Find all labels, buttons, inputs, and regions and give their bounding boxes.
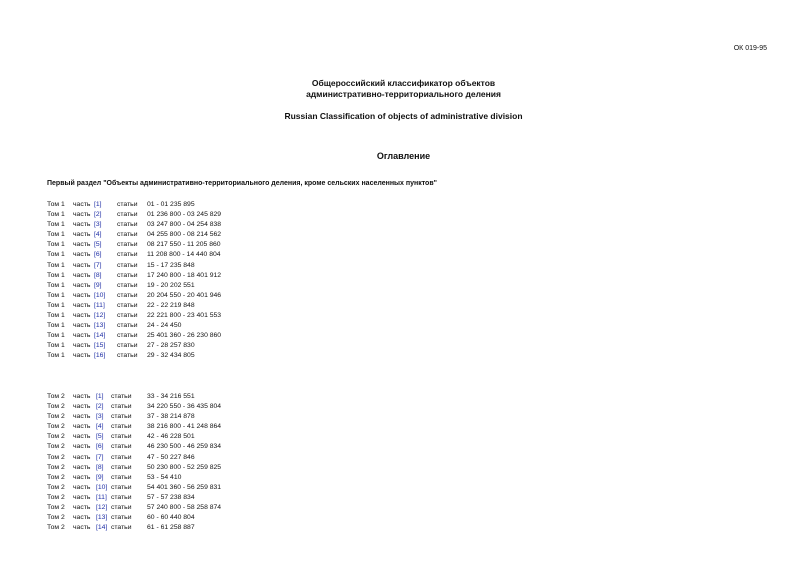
article-range: 20 204 550 - 20 401 946 (147, 291, 222, 299)
article-range: 53 - 54 410 (147, 473, 182, 481)
tom-label: Том 2 (47, 463, 65, 471)
part-label: часть (73, 514, 91, 522)
tom-label: Том 2 (47, 483, 65, 491)
article-range: 27 - 28 257 830 (147, 342, 195, 350)
articles-label: статьи (111, 423, 132, 431)
articles-label: статьи (111, 473, 132, 481)
part-link[interactable]: [8] (96, 463, 104, 471)
part-link[interactable]: [3] (94, 221, 102, 229)
articles-label: статьи (111, 483, 132, 491)
article-range: 03 247 800 - 04 254 838 (147, 221, 222, 229)
part-link[interactable]: [1] (94, 201, 102, 208)
article-range: 57 - 57 238 834 (147, 493, 195, 501)
part-link[interactable]: [2] (96, 403, 104, 411)
part-label: часть (73, 261, 91, 269)
tom-label: Том 1 (47, 342, 65, 350)
article-range: 57 240 800 - 58 258 874 (147, 504, 222, 512)
tom-label: Том 2 (47, 524, 65, 532)
tom-label: Том 2 (47, 423, 65, 431)
articles-label: статьи (117, 201, 138, 208)
part-link[interactable]: [10] (94, 291, 106, 299)
articles-label: статьи (111, 493, 132, 501)
document-code: ОК 019-95 (733, 45, 767, 52)
part-label: часть (73, 352, 91, 360)
tom-label: Том 2 (47, 473, 65, 481)
articles-label: статьи (117, 231, 138, 239)
articles-label: статьи (117, 301, 138, 309)
part-label: часть (73, 221, 91, 229)
part-label: часть (73, 211, 91, 219)
part-label: часть (73, 463, 91, 471)
articles-label: статьи (111, 514, 132, 522)
articles-label: статьи (111, 403, 132, 411)
article-range: 60 - 60 440 804 (147, 514, 195, 522)
tom-label: Том 2 (47, 514, 65, 522)
article-range: 33 - 34 216 551 (147, 393, 195, 400)
articles-label: статьи (111, 413, 132, 421)
article-range: 34 220 550 - 36 435 804 (147, 403, 222, 411)
part-link[interactable]: [14] (94, 332, 106, 340)
part-link[interactable]: [13] (96, 514, 108, 522)
article-range: 19 - 20 202 551 (147, 281, 195, 289)
part-label: часть (73, 483, 91, 491)
part-link[interactable]: [8] (94, 271, 102, 279)
articles-label: статьи (117, 332, 138, 340)
part-link[interactable]: [9] (94, 281, 102, 289)
articles-label: статьи (111, 463, 132, 471)
tom-label: Том 1 (47, 271, 65, 279)
section-title: Первый раздел "Объекты административно-территориального деления, кроме сельских населенных пунктов" (47, 180, 437, 187)
tom-label: Том 1 (47, 301, 65, 309)
tom-label: Том 1 (47, 281, 65, 289)
article-range: 17 240 800 - 18 401 912 (147, 271, 222, 279)
article-range: 25 401 360 - 26 230 860 (147, 332, 222, 340)
article-range: 22 - 22 219 848 (147, 301, 195, 309)
tom-label: Том 1 (47, 201, 65, 208)
part-label: часть (73, 291, 91, 299)
tom-label: Том 2 (47, 453, 65, 461)
articles-label: статьи (117, 251, 138, 259)
article-range: 54 401 360 - 56 259 831 (147, 483, 222, 491)
part-link[interactable]: [5] (94, 241, 102, 249)
article-range: 38 216 800 - 41 248 864 (147, 423, 222, 431)
article-range: 47 - 50 227 846 (147, 453, 195, 461)
articles-label: статьи (117, 291, 138, 299)
articles-label: статьи (111, 453, 132, 461)
tom-label: Том 1 (47, 261, 65, 269)
tom-label: Том 1 (47, 291, 65, 299)
part-link[interactable]: [4] (96, 423, 104, 431)
tom-label: Том 2 (47, 413, 65, 421)
part-link[interactable]: [1] (96, 393, 104, 400)
part-link[interactable]: [13] (94, 322, 106, 330)
part-label: часть (73, 251, 91, 259)
tom-label: Том 2 (47, 403, 65, 411)
articles-label: статьи (111, 433, 132, 441)
part-label: часть (73, 322, 91, 330)
part-link[interactable]: [6] (96, 443, 104, 451)
tom-label: Том 1 (47, 322, 65, 330)
articles-label: статьи (117, 322, 138, 330)
article-range: 01 236 800 - 03 245 829 (147, 211, 222, 219)
article-range: 11 208 800 - 14 440 804 (147, 251, 221, 259)
part-label: часть (73, 473, 91, 481)
part-label: часть (73, 281, 91, 289)
articles-label: статьи (117, 241, 138, 249)
articles-label: статьи (117, 211, 138, 219)
part-label: часть (73, 312, 91, 320)
tom-label: Том 2 (47, 504, 65, 512)
part-label: часть (73, 443, 91, 451)
article-range: 15 - 17 235 848 (147, 261, 195, 269)
article-range: 46 230 500 - 46 259 834 (147, 443, 222, 451)
title-ru-line1: Общероссийский классификатор объектов (311, 78, 496, 88)
tom-label: Том 2 (47, 443, 65, 451)
part-label: часть (73, 504, 91, 512)
tom-label: Том 1 (47, 241, 65, 249)
part-link[interactable]: [14] (96, 524, 108, 532)
article-range: 42 - 46 228 501 (147, 433, 195, 441)
part-link[interactable]: [11] (94, 301, 105, 309)
tom-label: Том 1 (47, 251, 65, 259)
part-label: часть (73, 524, 91, 532)
tom-label: Том 2 (47, 433, 65, 441)
articles-label: статьи (117, 352, 138, 360)
part-link[interactable]: [9] (96, 473, 104, 481)
articles-label: статьи (111, 504, 132, 512)
part-label: часть (73, 301, 91, 309)
part-label: часть (73, 403, 91, 411)
part-label: часть (73, 332, 91, 340)
part-label: часть (73, 423, 91, 431)
article-range: 22 221 800 - 23 401 553 (147, 312, 222, 320)
part-link[interactable]: [12] (96, 504, 108, 512)
part-label: часть (73, 453, 91, 461)
part-link[interactable]: [4] (94, 231, 102, 239)
articles-label: статьи (117, 342, 138, 350)
article-range: 50 230 800 - 52 259 825 (147, 463, 222, 471)
part-label: часть (73, 393, 91, 400)
article-range: 37 - 38 214 878 (147, 413, 195, 421)
title-en: Russian Classification of objects of administrative division (284, 111, 523, 121)
tom-label: Том 2 (47, 493, 65, 501)
part-link[interactable]: [11] (96, 493, 107, 501)
part-label: часть (73, 413, 91, 421)
articles-label: статьи (111, 393, 132, 400)
articles-label: статьи (111, 524, 132, 532)
articles-label: статьи (117, 261, 138, 269)
tom-label: Том 1 (47, 221, 65, 229)
part-link[interactable]: [10] (96, 483, 108, 491)
title-ru-line2: административно-территориального деления (306, 89, 501, 99)
part-label: часть (73, 271, 91, 279)
article-range: 29 - 32 434 805 (147, 352, 195, 360)
toc-heading: Оглавление (376, 151, 431, 161)
articles-label: статьи (117, 312, 138, 320)
articles-label: статьи (117, 221, 138, 229)
part-label: часть (73, 231, 91, 239)
part-link[interactable]: [2] (94, 211, 102, 219)
part-label: часть (73, 241, 91, 249)
part-link[interactable]: [15] (94, 342, 106, 350)
article-range: 24 - 24 450 (147, 322, 182, 330)
part-link[interactable]: [12] (94, 312, 106, 320)
articles-label: статьи (117, 271, 138, 279)
article-range: 01 - 01 235 895 (147, 201, 195, 208)
tom-label: Том 2 (47, 393, 65, 400)
part-link[interactable]: [6] (94, 251, 102, 259)
part-label: часть (73, 342, 91, 350)
part-link[interactable]: [7] (96, 453, 104, 461)
tom-label: Том 1 (47, 231, 65, 239)
part-link[interactable]: [16] (94, 352, 106, 360)
tom-label: Том 1 (47, 211, 65, 219)
article-range: 08 217 550 - 11 205 860 (147, 241, 221, 249)
articles-label: статьи (111, 443, 132, 451)
part-label: часть (73, 433, 91, 441)
part-label: часть (73, 201, 91, 208)
articles-label: статьи (117, 281, 138, 289)
part-link[interactable]: [5] (96, 433, 104, 441)
article-range: 04 255 800 - 08 214 562 (147, 231, 222, 239)
tom-label: Том 1 (47, 352, 65, 360)
part-link[interactable]: [7] (94, 261, 102, 269)
part-label: часть (73, 493, 91, 501)
part-link[interactable]: [3] (96, 413, 104, 421)
tom-label: Том 1 (47, 312, 65, 320)
tom-label: Том 1 (47, 332, 65, 340)
article-range: 61 - 61 258 887 (147, 524, 195, 532)
